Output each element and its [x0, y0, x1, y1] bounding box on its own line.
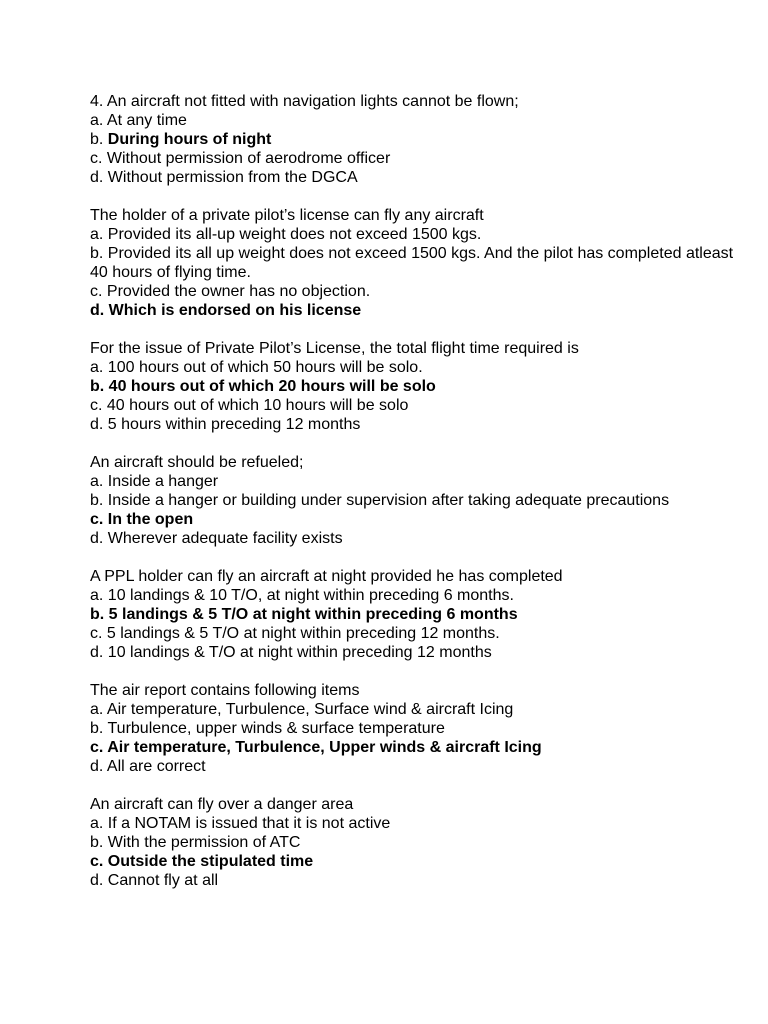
option-text: 100 hours out of which 50 hours will be solo. — [107, 359, 423, 376]
question-stem: A PPL holder can fly an aircraft at night provided he has completed — [90, 568, 563, 585]
answer-option-correct — [90, 852, 740, 871]
option-text: Without permission from the DGCA — [107, 169, 358, 186]
question-stem: 4. An aircraft not fitted with navigation lights cannot be flown; — [90, 93, 519, 110]
answer-option-correct — [90, 605, 740, 624]
option-text: 5 landings & 5 T/O at night within preceding 12 months. — [106, 625, 500, 642]
option-letter: d. — [90, 644, 108, 661]
option-text: Wherever adequate facility exists — [107, 530, 343, 547]
answer-option — [90, 643, 740, 662]
option-letter: b. — [90, 834, 108, 851]
option-text: All are correct — [106, 758, 206, 775]
option-letter: a. — [90, 701, 107, 718]
option-letter: d. — [90, 758, 107, 775]
answer-option — [90, 168, 740, 187]
option-letter: b. — [90, 720, 108, 737]
option-letter: d. — [90, 872, 108, 889]
question-block — [90, 567, 740, 662]
option-letter: b. — [90, 378, 109, 395]
option-letter: d. — [90, 169, 108, 186]
answer-option — [90, 757, 740, 776]
option-letter: d. — [90, 530, 108, 547]
answer-option — [90, 149, 740, 168]
question-block — [90, 206, 740, 320]
answer-option — [90, 358, 740, 377]
option-text: Provided the owner has no objection. — [106, 283, 371, 300]
question-block — [90, 339, 740, 434]
option-text: 10 landings & T/O at night within preceding 12 months — [107, 644, 492, 661]
option-text: Which is endorsed on his license — [108, 302, 362, 319]
answer-option — [90, 529, 740, 548]
option-text: 5 landings & 5 T/O at night within preceding 6 months — [108, 606, 518, 623]
option-letter: c. — [90, 625, 107, 642]
option-text: Air temperature, Turbulence, Upper winds & aircraft Icing — [107, 739, 542, 756]
option-letter: c. — [90, 739, 108, 756]
answer-option-correct — [90, 130, 740, 149]
answer-option — [90, 472, 740, 491]
option-text: With the permission of ATC — [107, 834, 301, 851]
answer-option — [90, 111, 740, 130]
option-text: Provided its all up weight does not exceed 1500 kgs. And the pilot has completed atleast 40 hours of flying time. — [90, 245, 734, 281]
answer-option-correct — [90, 377, 740, 396]
option-letter: a. — [90, 815, 108, 832]
question-block — [90, 795, 740, 890]
answer-option — [90, 586, 740, 605]
option-text: Air temperature, Turbulence, Surface wind & aircraft Icing — [106, 701, 514, 718]
option-text: Cannot fly at all — [107, 872, 219, 889]
option-letter: d. — [90, 302, 109, 319]
answer-option — [90, 225, 740, 244]
option-letter: c. — [90, 511, 108, 528]
question-block — [90, 92, 740, 187]
answer-option-correct — [90, 301, 740, 320]
option-text: 5 hours within preceding 12 months — [107, 416, 361, 433]
question-stem: An aircraft can fly over a danger area — [90, 796, 354, 813]
answer-option — [90, 396, 740, 415]
answer-option — [90, 282, 740, 301]
option-text: During hours of night — [107, 131, 272, 148]
answer-option — [90, 491, 740, 510]
option-text: 40 hours out of which 10 hours will be solo — [106, 397, 409, 414]
question-stem: The air report contains following items — [90, 682, 360, 699]
answer-option-correct — [90, 510, 740, 529]
answer-option — [90, 244, 740, 282]
answer-option — [90, 624, 740, 643]
option-letter: a. — [90, 226, 108, 243]
answer-option-correct — [90, 738, 740, 757]
option-letter: c. — [90, 283, 107, 300]
option-letter: b. — [90, 131, 108, 148]
option-letter: c. — [90, 150, 107, 167]
question-stem: An aircraft should be refueled; — [90, 454, 304, 471]
option-letter: a. — [90, 359, 108, 376]
option-letter: a. — [90, 587, 108, 604]
question-block — [90, 453, 740, 548]
option-letter: a. — [90, 473, 108, 490]
option-text: Without permission of aerodrome officer — [106, 150, 391, 167]
answer-option — [90, 833, 740, 852]
option-letter: b. — [90, 492, 108, 509]
answer-option — [90, 415, 740, 434]
option-letter: b. — [90, 245, 108, 262]
option-letter: a. — [90, 112, 107, 129]
option-text: At any time — [106, 112, 187, 129]
option-letter: b. — [90, 606, 109, 623]
answer-option — [90, 871, 740, 890]
option-text: Turbulence, upper winds & surface temperature — [107, 720, 445, 737]
option-text: If a NOTAM is issued that it is not active — [107, 815, 391, 832]
answer-option — [90, 719, 740, 738]
option-text: Inside a hanger or building under supervision after taking adequate precautions — [107, 492, 670, 509]
option-letter: c. — [90, 853, 108, 870]
question-block — [90, 681, 740, 776]
option-letter: c. — [90, 397, 107, 414]
option-text: In the open — [107, 511, 194, 528]
option-text: Inside a hanger — [107, 473, 219, 490]
answer-option — [90, 700, 740, 719]
answer-option — [90, 814, 740, 833]
option-text: Provided its all-up weight does not exceed 1500 kgs. — [107, 226, 482, 243]
option-text: 10 landings & 10 T/O, at night within preceding 6 months. — [107, 587, 514, 604]
document-page — [90, 92, 740, 909]
option-text: Outside the stipulated time — [107, 853, 314, 870]
question-stem: For the issue of Private Pilot’s License, the total flight time required is — [90, 340, 579, 357]
question-stem: The holder of a private pilot’s license can fly any aircraft — [90, 207, 484, 224]
option-text: 40 hours out of which 20 hours will be solo — [108, 378, 436, 395]
option-letter: d. — [90, 416, 108, 433]
